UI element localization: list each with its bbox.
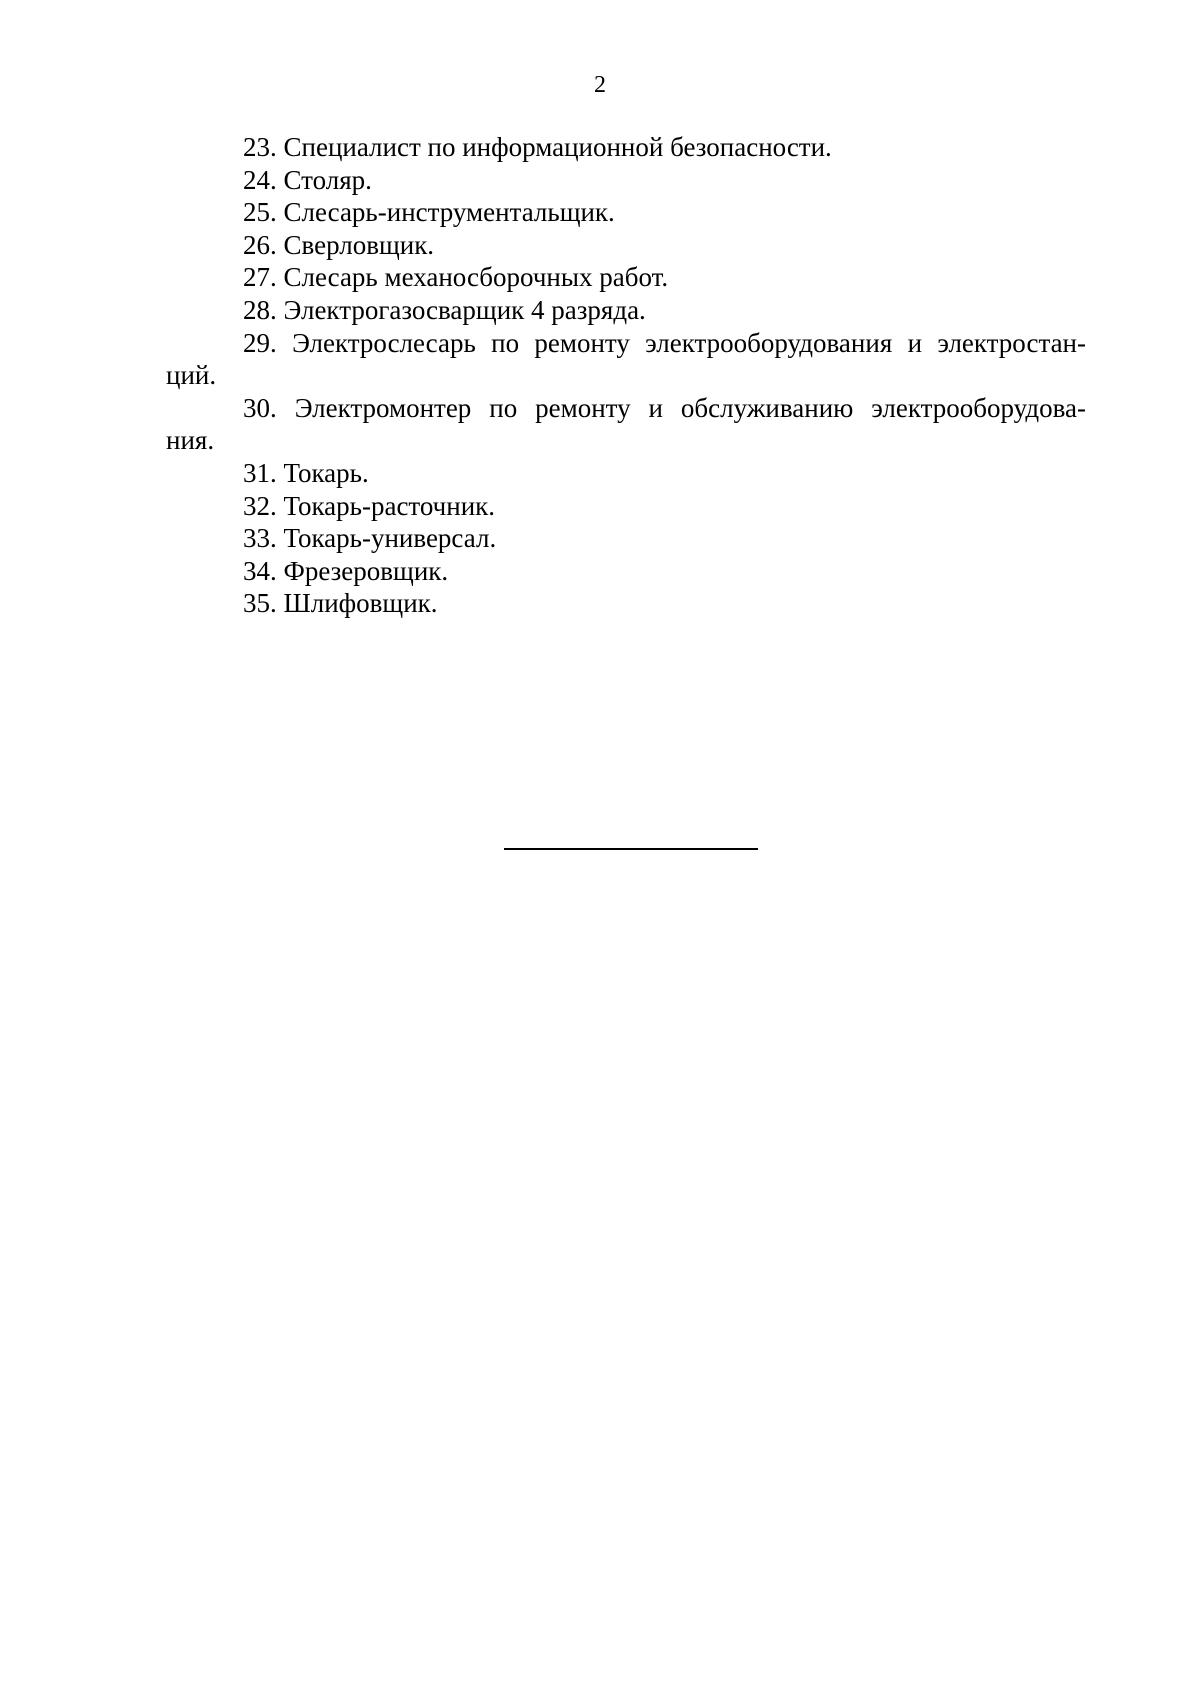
page-number: 2 [594, 72, 606, 98]
list-item: 32. Токарь-расточник. [243, 490, 496, 521]
list-item: 25. Слесарь-инструментальщик. [243, 197, 615, 228]
list-item: 28. Электрогазосварщик 4 разряда. [243, 294, 646, 325]
list-item: 27. Слесарь механосборочных работ. [243, 262, 669, 293]
list-item: 31. Токарь. [243, 457, 369, 488]
list-item: 26. Сверловщик. [243, 229, 435, 260]
list-item: 24. Столяр. [243, 164, 372, 195]
list-item-line: 29. Электрослесарь по ремонту электрооборудования и электростан- [243, 327, 1086, 358]
list-item: 33. Токарь-универсал. [243, 523, 497, 554]
end-rule-divider [504, 848, 758, 850]
list-item [166, 392, 1086, 457]
list-item-continuation: ния. [166, 425, 215, 456]
list-item: 34. Фрезеровщик. [243, 555, 449, 586]
list-item-line: 30. Электромонтер по ремонту и обслуживанию электрооборудова- [243, 392, 1086, 423]
list-item-continuation: ций. [166, 360, 217, 391]
list-item: 23. Специалист по информационной безопасности. [243, 132, 832, 162]
list-item: 35. Шлифовщик. [243, 588, 438, 619]
list-item [166, 327, 1086, 392]
profession-list [166, 131, 1086, 620]
